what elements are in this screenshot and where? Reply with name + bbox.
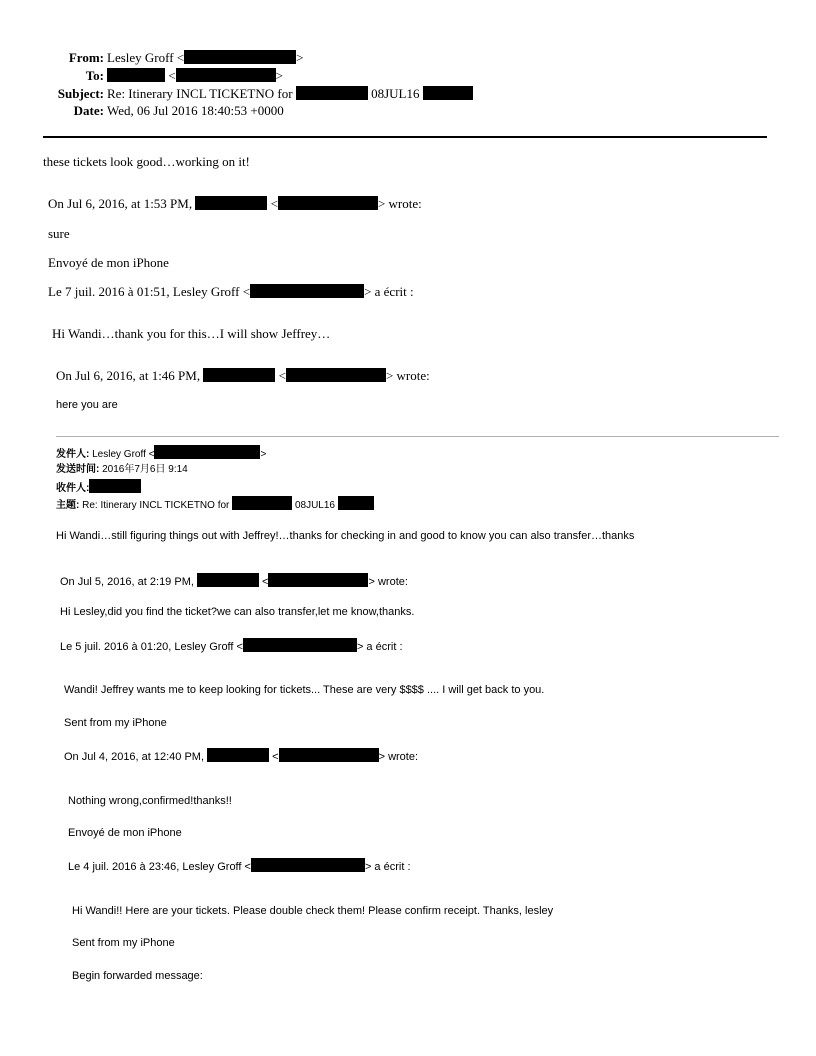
thread-message: Nothing wrong,confirmed!thanks!! xyxy=(68,795,232,807)
redacted-block xyxy=(268,573,368,587)
forward-note: Begin forwarded message: xyxy=(72,970,203,982)
redacted-block xyxy=(278,196,378,210)
header-divider xyxy=(43,136,767,138)
thread-message: Hi Wandi…still figuring things out with Jeffrey!…thanks for checking in and good to know you can also transfer…thanks xyxy=(56,530,635,542)
quote-body: sure xyxy=(48,226,70,241)
thread-message: Hi Wandi!! Here are your tickets. Please double check them! Please confirm receipt. Thanks, lesley xyxy=(72,905,554,917)
forward-from-row: 发件人: Lesley Groff < > xyxy=(56,445,266,463)
redacted-block xyxy=(286,368,386,382)
to-value: < > xyxy=(107,68,283,84)
redacted-block xyxy=(279,748,379,762)
quote-header: Le 5 juil. 2016 à 01:20, Lesley Groff < > a écrit : xyxy=(60,638,403,655)
quote-body: Hi Wandi…thank you for this…I will show Jeffrey… xyxy=(52,326,331,341)
quote-header: On Jul 5, 2016, at 2:19 PM, < > wrote: xyxy=(60,573,408,590)
quote-divider xyxy=(56,436,779,437)
thread-message: Wandi! Jeffrey wants me to keep looking for tickets... These are very $$$$ .... I will get back to you. xyxy=(64,684,545,696)
redacted-block xyxy=(251,858,365,872)
redacted-block xyxy=(184,50,296,64)
forward-to-row: 收件人: xyxy=(56,479,141,497)
signature: Envoyé de mon iPhone xyxy=(48,255,169,270)
redacted-block xyxy=(423,86,473,100)
subject-label: Subject: xyxy=(57,86,104,101)
redacted-block xyxy=(154,445,260,459)
to-label: To: xyxy=(85,68,104,83)
redacted-block xyxy=(176,68,276,82)
quote-header: On Jul 6, 2016, at 1:53 PM, < > wrote: xyxy=(48,196,422,211)
redacted-block xyxy=(197,573,259,587)
forward-sent-row: 发送时间: 2016年7月6日 9:14 xyxy=(56,464,188,475)
date-value: Wed, 06 Jul 2016 18:40:53 +0000 xyxy=(107,103,284,118)
subject-value: Re: Itinerary INCL TICKETNO for 08JUL16 xyxy=(107,86,473,102)
signature: Envoyé de mon iPhone xyxy=(68,827,182,839)
redacted-block xyxy=(107,68,165,82)
from-label: From: xyxy=(68,50,104,65)
redacted-block xyxy=(243,638,357,652)
quote-header: Le 7 juil. 2016 à 01:51, Lesley Groff < > a écrit : xyxy=(48,284,414,299)
date-label: Date: xyxy=(73,103,104,118)
redacted-block xyxy=(89,479,141,493)
redacted-block xyxy=(203,368,275,382)
quote-body: here you are xyxy=(56,399,118,411)
quote-header: Le 4 juil. 2016 à 23:46, Lesley Groff < > a écrit : xyxy=(68,858,411,875)
redacted-block xyxy=(232,496,292,510)
from-value: Lesley Groff < > xyxy=(107,50,304,65)
quote-header: On Jul 6, 2016, at 1:46 PM, < > wrote: xyxy=(56,368,430,383)
redacted-block xyxy=(250,284,364,298)
redacted-block xyxy=(338,496,374,510)
redacted-block xyxy=(207,748,269,762)
redacted-block xyxy=(195,196,267,210)
forward-subject-row: 主题: Re: Itinerary INCL TICKETNO for 08JUL16 xyxy=(56,496,374,514)
body-line: these tickets look good…working on it! xyxy=(43,154,250,169)
signature: Sent from my iPhone xyxy=(64,717,167,729)
signature: Sent from my iPhone xyxy=(72,937,175,949)
thread-message: Hi Lesley,did you find the ticket?we can also transfer,let me know,thanks. xyxy=(60,606,415,618)
quote-header: On Jul 4, 2016, at 12:40 PM, < > wrote: xyxy=(64,748,418,765)
redacted-block xyxy=(296,86,368,100)
